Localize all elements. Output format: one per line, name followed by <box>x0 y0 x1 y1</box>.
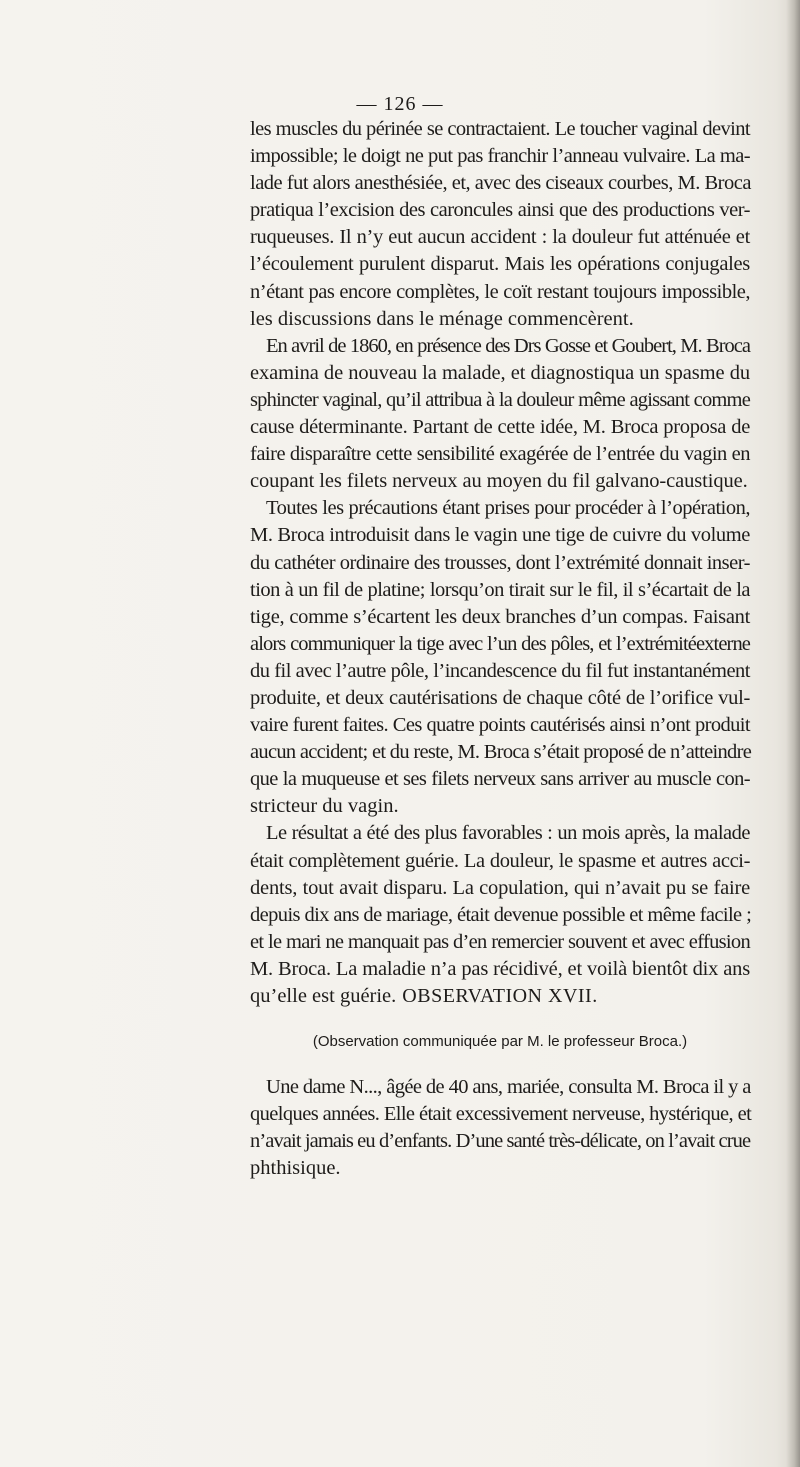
text-line: faire disparaître cette sensibilité exagérée de l’entrée du vagin en <box>250 443 750 466</box>
text-line: dents, tout avait disparu. La copulation, qui n’avait pu se faire <box>250 876 750 899</box>
text-line: vaire furent faites. Ces quatre points cautérisés ainsi n’ont produit <box>250 714 750 737</box>
text-line: n’avait jamais eu d’enfants. D’une santé très-délicate, on l’avait crue <box>250 1130 751 1153</box>
text-line: que la muqueuse et ses filets nerveux sans arriver au muscle con- <box>250 768 750 791</box>
text-line: et le mari ne manquait pas d’en remercier souvent et avec effusion <box>250 930 750 953</box>
text-line: examina de nouveau la malade, et diagnostiqua un spasme du <box>250 361 750 384</box>
text-line: était complètement guérie. La douleur, le spasme et autres acci- <box>250 849 750 872</box>
page-edge-shadow <box>786 0 800 1467</box>
text-line: coupant les filets nerveux au moyen du fil galvano-caustique. <box>250 470 748 493</box>
text-line: depuis dix ans de mariage, était devenue possible et même facile ; <box>250 903 752 926</box>
text-line: du fil avec l’autre pôle, l’incandescence du fil fut instantanément <box>250 659 750 682</box>
text-line: impossible; le doigt ne put pas franchir l’anneau vulvaire. La ma- <box>250 145 750 168</box>
observation-paragraph <box>250 1074 750 1182</box>
text-line: qu’elle est guérie. <box>250 985 397 1007</box>
text-line: phthisique. <box>250 1157 341 1180</box>
main-text-block <box>250 116 750 1010</box>
text-line: cause déterminante. Partant de cette idée, M. Broca proposa de <box>250 416 750 439</box>
text-line: alors communiquer la tige avec l’un des pôles, et l’extrémitéexterne <box>250 632 750 655</box>
text-line: l’écoulement purulent disparut. Mais les opérations conjugales <box>250 253 750 276</box>
text-line: tige, comme s’écartent les deux branches d’un compas. Faisant <box>250 605 750 628</box>
text-line: les discussions dans le ménage commencèrent. <box>250 307 634 330</box>
text-line: quelques années. Elle était excessivement nerveuse, hystérique, et <box>250 1103 752 1126</box>
paragraph-4 <box>250 820 750 1010</box>
text-line: les muscles du périnée se contractaient. Le toucher vaginal devint <box>250 118 750 140</box>
text-line: M. Broca introduisit dans le vagin une tige de cuivre du volume <box>250 524 750 547</box>
paragraph-1 <box>250 116 750 333</box>
text-line: pratiqua l’excision des caroncules ainsi que des productions ver- <box>250 199 750 222</box>
observation-text-block <box>250 1074 750 1182</box>
text-line: produite, et deux cautérisations de chaque côté de l’orifice vul- <box>250 686 750 709</box>
text-line: stricteur du vagin. <box>250 795 399 818</box>
paragraph-3 <box>250 495 750 820</box>
text-line: du cathéter ordinaire des trousses, dont l’extrémité donnait inser- <box>250 551 750 574</box>
page-number: — 126 — <box>356 93 444 115</box>
text-line: sphincter vaginal, qu’il attribua à la douleur même agissant comme <box>250 388 750 411</box>
text-line: ruqueuses. Il n’y eut aucun accident : la douleur fut atténuée et <box>250 226 750 249</box>
text-line: Toutes les précautions étant prises pour procéder à l’opération, <box>266 497 750 520</box>
text-line: Une dame N..., âgée de 40 ans, mariée, consulta M. Broca il y a <box>266 1076 751 1098</box>
text-line: tion à un fil de platine; lorsqu’on tirait sur le fil, il s’écartait de la <box>250 578 750 601</box>
text-line: M. Broca. La maladie n’a pas récidivé, et voilà bientôt dix ans <box>250 957 750 980</box>
text-line: lade fut alors anesthésiée, et, avec des ciseaux courbes, M. Broca <box>250 172 751 195</box>
text-line: n’étant pas encore complètes, le coït restant toujours impossible, <box>250 280 750 303</box>
text-line: En avril de 1860, en présence des Drs Gosse et Goubert, M. Broca <box>266 334 750 357</box>
observation-heading: OBSERVATION XVII. <box>402 985 598 1007</box>
observation-subheading: (Observation communiquée par M. le professeur Broca.) <box>312 1033 688 1050</box>
text-line: Le résultat a été des plus favorables : un mois après, la malade <box>266 822 750 845</box>
paragraph-2 <box>250 333 750 496</box>
text-line: aucun accident; et du reste, M. Broca s’était proposé de n’atteindre <box>250 741 752 764</box>
